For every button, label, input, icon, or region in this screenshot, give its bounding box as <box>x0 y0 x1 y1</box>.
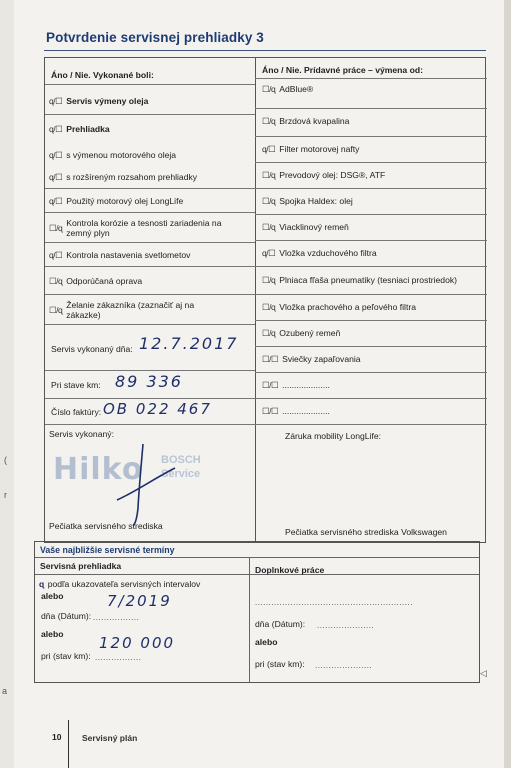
footer-rule <box>68 720 69 768</box>
title-rule <box>44 50 486 51</box>
right-row-timing-belt <box>262 326 340 340</box>
stamp-left-label: Pečiatka servisného strediska <box>49 521 163 531</box>
stamp-brand: BOSCH <box>161 454 201 466</box>
checkbox[interactable]: ☐/ɋ <box>49 223 63 233</box>
extra-date-dots: ..................... <box>317 621 375 630</box>
row-line <box>35 557 479 558</box>
item-label: Sviečky zapaľovania <box>282 354 361 364</box>
row-line <box>255 320 487 321</box>
next-service-title: Vaše najbližšie servisné termíny <box>40 545 175 555</box>
edge-mark: r <box>4 490 7 500</box>
stamp-sub: Service <box>161 468 201 480</box>
row-line <box>255 188 487 189</box>
row-line <box>45 294 255 295</box>
row-line <box>255 372 487 373</box>
checkbox[interactable]: ɋ/☐ <box>49 124 63 134</box>
item-label: Servis výmeny oleja <box>66 96 149 106</box>
checkbox[interactable]: ɋ/☐ <box>49 172 63 182</box>
triangle-marker-icon: ◁ <box>480 668 487 678</box>
footer-section: Servisný plán <box>82 733 138 743</box>
next-date-value[interactable]: 7/2019 <box>107 592 172 610</box>
right-row-v-belt <box>262 220 349 234</box>
service-date-label: Servis vykonaný dňa: <box>51 344 133 354</box>
checkbox[interactable]: ☐/ɋ <box>262 196 276 206</box>
signature <box>105 438 185 528</box>
row-line <box>255 294 487 295</box>
checkbox[interactable]: ☐/ɋ <box>49 305 63 315</box>
mileage-value[interactable]: 89 336 <box>115 372 183 391</box>
row-line <box>45 242 255 243</box>
extra-date-label: dňa (Dátum): <box>255 619 306 629</box>
row-line <box>255 78 487 79</box>
next-km-dots: ................. <box>95 653 142 662</box>
row-line <box>45 398 255 399</box>
checkbox[interactable]: ☐/☐ <box>262 380 279 390</box>
item-label: Želanie zákazníka (zaznačiť aj na zákazke) <box>66 300 195 320</box>
extra-km-label: pri (stav km): <box>255 659 305 669</box>
right-row-tyre-sealant <box>262 268 482 292</box>
right-row-diesel-filter <box>262 142 359 156</box>
checkbox[interactable]: ☐/ɋ <box>262 302 276 312</box>
item-label: .................... <box>282 380 330 390</box>
stamp-name: Hilko <box>53 452 144 487</box>
checkbox[interactable]: ɋ/☐ <box>49 196 63 206</box>
row-line <box>45 188 255 189</box>
checkbox[interactable]: ɋ <box>39 579 44 589</box>
item-label: Filter motorovej nafty <box>279 144 360 154</box>
row-line <box>255 346 487 347</box>
item-label: Plniaca fľaša pneumatiky (tesniaci prostriedok) <box>279 275 458 285</box>
row-line <box>255 162 487 163</box>
or-label: alebo <box>255 637 278 647</box>
page-title: Potvrdenie servisnej prehliadky 3 <box>46 30 264 45</box>
right-row-pollen-filter <box>262 300 416 314</box>
checkbox[interactable]: ☐/☐ <box>262 406 279 416</box>
row-line <box>255 398 487 399</box>
service-date-value[interactable]: 12.7.2017 <box>139 334 239 353</box>
left-row-gas-check <box>49 216 249 240</box>
stamp-right-label: Pečiatka servisného strediska Volkswagen <box>285 527 447 537</box>
row-line <box>255 266 487 267</box>
left-row-customer-request <box>49 298 249 322</box>
left-row-inspection <box>49 122 110 136</box>
row-line <box>45 114 255 115</box>
right-row-gear-oil <box>262 168 385 182</box>
checkbox[interactable]: ɋ/☐ <box>262 248 276 258</box>
mileage-label: Pri stave km: <box>51 380 101 390</box>
row-line <box>45 370 255 371</box>
row-line <box>45 424 255 425</box>
edge-mark: ( <box>4 455 7 465</box>
item-label: Odporúčaná oprava <box>66 276 143 286</box>
item-label: s rozšíreným rozsahom prehliadky <box>66 172 198 182</box>
invoice-label: Číslo faktúry: <box>51 407 102 417</box>
service-confirmation-table <box>44 57 486 543</box>
right-row-adblue <box>262 82 313 96</box>
service-done-label: Servis vykonaný: <box>49 429 114 439</box>
item-label: podľa ukazovateľa servisných intervalov <box>47 579 201 589</box>
item-label: Ozubený remeň <box>279 328 341 338</box>
mobility-label: Záruka mobility LongLife: <box>285 431 382 441</box>
checkbox[interactable]: ☐/ɋ <box>262 170 276 180</box>
row-line <box>255 108 487 109</box>
checkbox[interactable]: ☐/ɋ <box>262 275 276 285</box>
extra-work-dots: .......................................................... <box>255 598 413 607</box>
right-header: Áno / Nie. Prídavné práce – výmena od: <box>262 65 423 75</box>
column-divider <box>249 557 250 682</box>
or-label: alebo <box>41 629 64 639</box>
item-label: AdBlue® <box>279 84 314 94</box>
item-label: Vložka prachového a peľového filtra <box>279 302 416 312</box>
right-row-brake-fluid <box>262 114 349 128</box>
checkbox[interactable]: ɋ/☐ <box>49 96 63 106</box>
interval-indicator-row <box>39 578 200 590</box>
checkbox[interactable]: ☐/☐ <box>262 354 279 364</box>
item-label: Spojka Haldex: olej <box>279 196 353 206</box>
next-date-label: dňa (Dátum): <box>41 611 92 621</box>
checkbox[interactable]: ☐/ɋ <box>262 222 276 232</box>
item-label: Prevodový olej: DSG®, ATF <box>279 170 386 180</box>
item-label: Kontrola nastavenia svetlometov <box>66 250 191 260</box>
checkbox[interactable]: ɋ/☐ <box>49 150 63 160</box>
row-line <box>45 212 255 213</box>
extra-km-dots: ..................... <box>315 661 373 670</box>
row-line <box>45 324 255 325</box>
next-date-dots: ................. <box>93 613 140 622</box>
edge-mark: a <box>2 686 8 696</box>
checkbox[interactable]: ☐/ɋ <box>262 328 276 338</box>
row-line <box>45 266 255 267</box>
checkbox[interactable]: ☐/ɋ <box>49 276 63 286</box>
item-label: Kontrola korózie a tesnosti zariadenia na zemný plyn <box>66 218 222 238</box>
item-label: Brzdová kvapalina <box>279 116 350 126</box>
item-label: Prehliadka <box>66 124 110 134</box>
checkbox[interactable]: ɋ/☐ <box>262 144 276 154</box>
left-row-oil-change <box>49 148 176 162</box>
row-line <box>255 424 487 425</box>
row-line <box>45 84 255 85</box>
next-right-header: Doplnkové práce <box>255 565 325 575</box>
left-header: Áno / Nie. Vykonané boli: <box>51 70 154 80</box>
next-left-header: Servisná prehliadka <box>40 561 122 571</box>
item-label: Použitý motorový olej LongLife <box>66 196 184 206</box>
or-label: alebo <box>41 591 64 601</box>
row-line <box>255 240 487 241</box>
column-divider <box>255 58 256 542</box>
left-row-recommended-repair <box>49 274 142 288</box>
right-row-haldex <box>262 194 353 208</box>
page-number: 10 <box>52 732 62 742</box>
left-row-longlife-oil <box>49 194 183 208</box>
row-line <box>255 136 487 137</box>
row-line <box>255 214 487 215</box>
next-km-value[interactable]: 120 000 <box>99 634 176 652</box>
checkbox[interactable]: ☐/ɋ <box>262 84 276 94</box>
right-row-blank-1 <box>262 378 330 392</box>
next-km-label: pri (stav km): <box>41 651 91 661</box>
right-row-blank-2 <box>262 404 330 418</box>
left-row-headlights <box>49 248 190 262</box>
next-service-section <box>34 541 480 683</box>
item-label: Vložka vzduchového filtra <box>279 248 377 258</box>
right-row-air-filter <box>262 246 377 260</box>
right-row-spark-plugs <box>262 352 361 366</box>
checkbox[interactable]: ɋ/☐ <box>49 250 63 260</box>
left-row-extended-inspection <box>49 170 197 184</box>
checkbox[interactable]: ☐/ɋ <box>262 116 276 126</box>
invoice-value[interactable]: OB 022 467 <box>103 400 212 418</box>
item-label: s výmenou motorového oleja <box>66 150 177 160</box>
item-label: Viacklinový remeň <box>279 222 349 232</box>
item-label: .................... <box>282 406 330 416</box>
left-row-oil-service <box>49 94 148 108</box>
